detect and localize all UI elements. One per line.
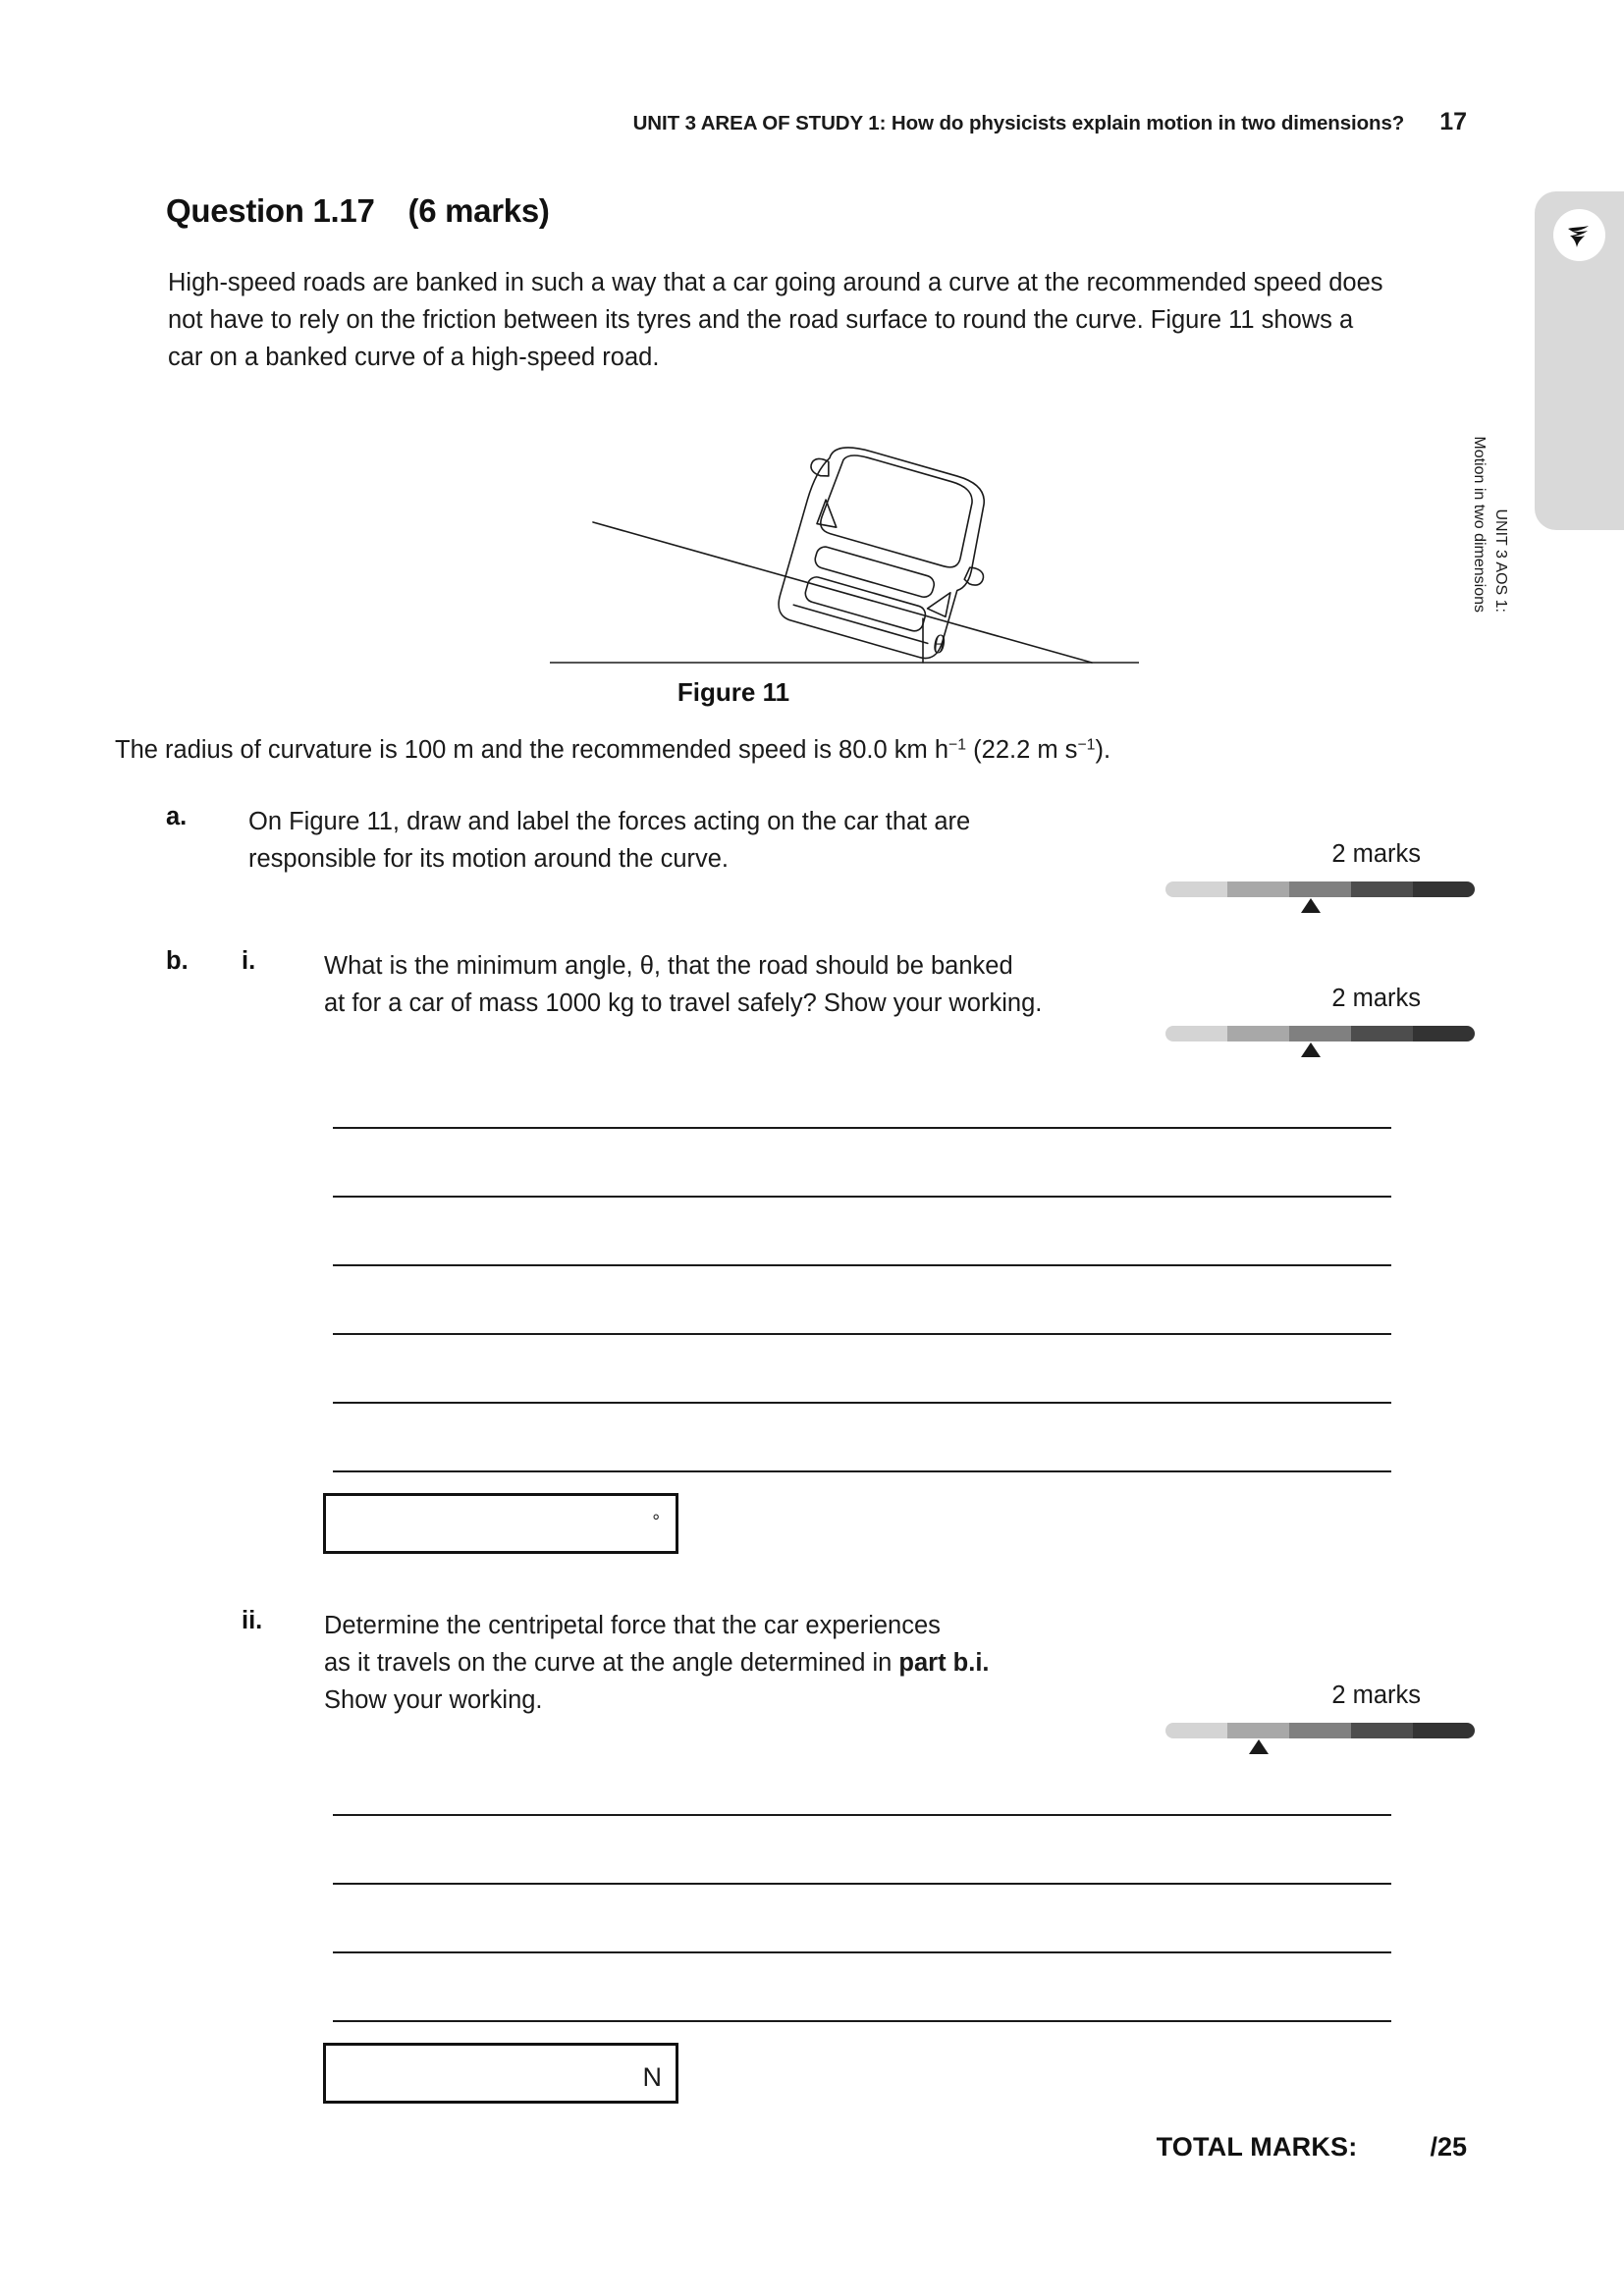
figure-caption: Figure 11 xyxy=(677,677,790,707)
part-b-i-marker: i. xyxy=(242,947,256,975)
answer-box-force[interactable] xyxy=(323,2043,678,2104)
difficulty-segment-3 xyxy=(1289,1026,1351,1041)
part-b-marker: b. xyxy=(166,947,189,975)
answer-line[interactable] xyxy=(333,1333,1391,1335)
question-number: Question 1.17 xyxy=(166,192,375,229)
difficulty-segment-2 xyxy=(1227,1026,1289,1041)
part-a-text xyxy=(248,803,1132,878)
part-b-ii-bold-reference: part b.i. xyxy=(898,1649,990,1677)
angle-theta-label: θ xyxy=(933,630,946,659)
part-a-line1: On Figure 11, draw and label the forces acting on the car that are xyxy=(248,808,971,835)
figure-banked-car xyxy=(550,414,1139,665)
difficulty-marker xyxy=(1301,898,1321,913)
part-b-i-marks: 2 marks xyxy=(1331,985,1421,1012)
part-a-difficulty-bar xyxy=(1165,881,1475,897)
difficulty-segment-5 xyxy=(1413,1026,1475,1041)
question-heading xyxy=(166,192,550,230)
part-b-ii-marker: ii. xyxy=(242,1607,263,1634)
side-tab-label xyxy=(1445,278,1535,616)
part-b-ii-line3: Show your working. xyxy=(324,1686,543,1714)
total-marks-value: /25 xyxy=(1430,2132,1467,2162)
answer-line[interactable] xyxy=(333,1814,1391,1816)
answer-line[interactable] xyxy=(333,2020,1391,2022)
difficulty-track xyxy=(1165,881,1475,897)
part-b-i-line2: at for a car of mass 1000 kg to travel safely? Show your working. xyxy=(324,989,1043,1017)
difficulty-segment-1 xyxy=(1165,1723,1227,1738)
bird-swoosh-icon xyxy=(1553,209,1605,261)
answer-line[interactable] xyxy=(333,1883,1391,1885)
difficulty-segment-5 xyxy=(1413,1723,1475,1738)
difficulty-track xyxy=(1165,1723,1475,1738)
total-marks-label: TOTAL MARKS: xyxy=(1156,2132,1358,2162)
difficulty-marker xyxy=(1249,1739,1269,1754)
side-tab-line1: UNIT 3 AOS 1: xyxy=(1492,508,1510,613)
answer-box-angle[interactable] xyxy=(323,1493,678,1554)
answer-unit-newtons: N xyxy=(642,2062,662,2092)
page-number: 17 xyxy=(1439,108,1467,135)
answer-line[interactable] xyxy=(333,1402,1391,1404)
answer-line[interactable] xyxy=(333,1470,1391,1472)
part-b-i-difficulty-bar xyxy=(1165,1026,1475,1041)
difficulty-segment-1 xyxy=(1165,1026,1227,1041)
question-intro: High-speed roads are banked in such a way that a car going around a curve at the recommended speed does not have to rely on the friction between its tyres and the road surface to round the curve. Figure 11 shows a car on a banked curve of a high-speed road. xyxy=(168,269,1383,371)
difficulty-segment-2 xyxy=(1227,881,1289,897)
radius-exponent-1: −1 xyxy=(948,736,967,754)
part-b-ii-line2: as it travels on the curve at the angle determined in xyxy=(324,1649,899,1677)
side-tab-line2: Motion in two dimensions xyxy=(1471,436,1489,613)
part-b-ii-difficulty-bar xyxy=(1165,1723,1475,1738)
radius-statement-mid: (22.2 m s xyxy=(966,736,1078,764)
difficulty-segment-4 xyxy=(1351,1026,1413,1041)
difficulty-segment-3 xyxy=(1289,881,1351,897)
difficulty-segment-1 xyxy=(1165,881,1227,897)
part-a-marker: a. xyxy=(166,803,188,830)
radius-statement-end: ). xyxy=(1095,736,1111,764)
radius-statement xyxy=(115,731,1421,769)
answer-unit-degrees: ° xyxy=(652,1512,660,1532)
answer-line[interactable] xyxy=(333,1951,1391,1953)
part-b-i-line1: What is the minimum angle, θ, that the road should be banked xyxy=(324,952,1013,980)
answer-line[interactable] xyxy=(333,1196,1391,1198)
side-tab xyxy=(1471,191,1624,613)
part-a-line2: responsible for its motion around the curve. xyxy=(248,845,730,873)
difficulty-track xyxy=(1165,1026,1475,1041)
question-marks: (6 marks) xyxy=(407,192,550,229)
total-marks xyxy=(0,2132,1467,2163)
difficulty-segment-4 xyxy=(1351,1723,1413,1738)
part-b-ii-text xyxy=(324,1607,1276,1719)
part-a-marks: 2 marks xyxy=(1331,840,1421,868)
difficulty-segment-5 xyxy=(1413,881,1475,897)
part-b-ii-line1: Determine the centripetal force that the car experiences xyxy=(324,1612,941,1639)
difficulty-segment-4 xyxy=(1351,881,1413,897)
page-header xyxy=(0,108,1467,136)
radius-exponent-2: −1 xyxy=(1077,736,1096,754)
answer-line[interactable] xyxy=(333,1264,1391,1266)
radius-statement-pre: The radius of curvature is 100 m and the recommended speed is 80.0 km h xyxy=(115,736,949,764)
part-b-ii-marks: 2 marks xyxy=(1331,1682,1421,1709)
difficulty-segment-3 xyxy=(1289,1723,1351,1738)
difficulty-marker xyxy=(1301,1042,1321,1057)
header-title: UNIT 3 AREA OF STUDY 1: How do physicists explain motion in two dimensions? xyxy=(632,112,1405,134)
difficulty-segment-2 xyxy=(1227,1723,1289,1738)
answer-line[interactable] xyxy=(333,1127,1391,1129)
part-b-i-text xyxy=(324,947,1276,1022)
